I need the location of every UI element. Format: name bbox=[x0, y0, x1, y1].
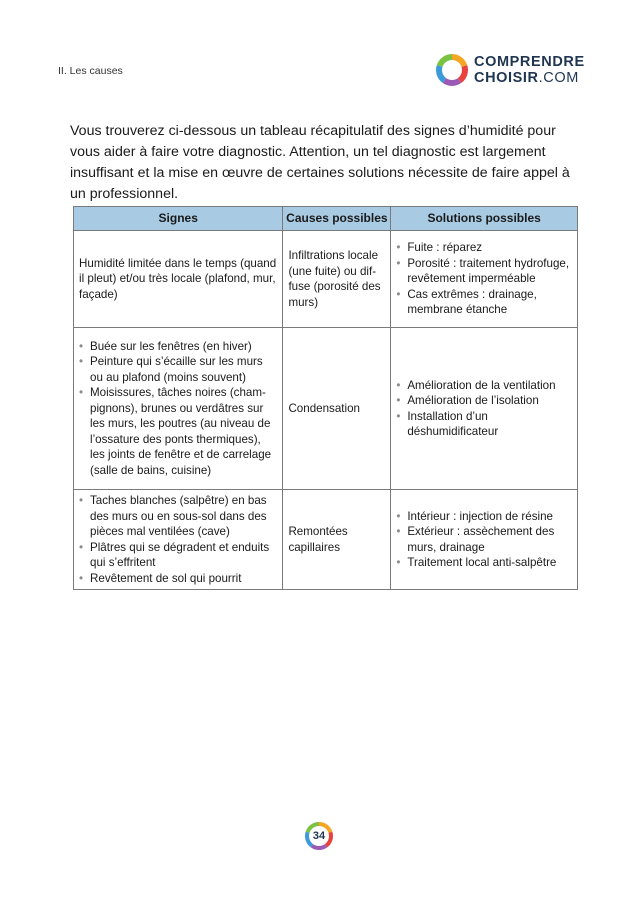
list-item: • Installation d’un déshumidificateur bbox=[396, 409, 572, 440]
page-number-label: 34 bbox=[312, 830, 326, 842]
list-item: • Taches blanches (salpêtre) en bas des murs ou en sous-sol dans des pièces mal ventilées (cave) bbox=[79, 493, 277, 540]
intro-paragraph: Vous trouverez ci-dessous un tableau récapitulatif des signes d’humidité pour vous aider à faire votre diagnostic. Attention, un tel diagnostic est largement insuffisant et la mise en œuvre de certaines solutions nécessite de faire appel à un professionnel. bbox=[70, 123, 570, 202]
causes-cell: Condensation bbox=[283, 328, 391, 490]
table-row bbox=[74, 231, 578, 328]
list-item: • Revêtement de sol qui pourrit bbox=[79, 571, 277, 587]
logo-suffix: .COM bbox=[538, 70, 579, 86]
column-header-signes: Signes bbox=[74, 207, 283, 231]
logo-ring-icon bbox=[436, 54, 468, 86]
signes-cell bbox=[74, 490, 283, 590]
causes-cell: Infiltrations locale (une fuite) ou dif-fuse (porosité des murs) bbox=[283, 231, 391, 328]
solutions-cell bbox=[391, 231, 578, 328]
logo-line-2: CHOISIR bbox=[474, 70, 539, 86]
list-item: • Plâtres qui se dégradent et enduits qui s’effritent bbox=[79, 540, 277, 571]
list-item: • Extérieur : assèchement des murs, drainage bbox=[396, 524, 572, 555]
list-item: • Porosité : traitement hydrofuge, revêtement imperméable bbox=[396, 256, 572, 287]
signes-cell: Humidité limitée dans le temps (quand il pleut) et/ou très locale (plafond, mur, façade) bbox=[74, 231, 283, 328]
column-header-causes: Causes possibles bbox=[283, 207, 391, 231]
list-item: • Traitement local anti-salpêtre bbox=[396, 555, 572, 571]
solutions-cell bbox=[391, 328, 578, 490]
causes-cell: Remontées capillaires bbox=[283, 490, 391, 590]
list-item: • Moisissures, tâches noires (cham-pignons), brunes ou verdâtres sur les murs, les poutres (au niveau de l’ossature des ponts thermiques), les joints de fenêtre et de carrelage (salle de bains, cuisine) bbox=[79, 385, 277, 478]
site-logo bbox=[436, 53, 585, 89]
table-row bbox=[74, 490, 578, 590]
list-item: • Amélioration de l’isolation bbox=[396, 393, 572, 409]
signes-cell bbox=[74, 328, 283, 490]
list-item: • Cas extrêmes : drainage, membrane étanche bbox=[396, 287, 572, 318]
list-item: • Amélioration de la ventilation bbox=[396, 378, 572, 394]
page-number bbox=[305, 822, 333, 850]
list-item: • Buée sur les fenêtres (en hiver) bbox=[79, 339, 277, 355]
list-item: • Intérieur : injection de résine bbox=[396, 509, 572, 525]
table-row bbox=[74, 328, 578, 490]
table-header-row bbox=[74, 207, 578, 231]
column-header-solutions: Solutions possibles bbox=[391, 207, 578, 231]
logo-line-1: COMPRENDRE bbox=[474, 54, 585, 70]
list-item: • Fuite : réparez bbox=[396, 240, 572, 256]
section-title: II. Les causes bbox=[58, 65, 123, 77]
solutions-cell bbox=[391, 490, 578, 590]
humidity-table bbox=[73, 206, 578, 590]
list-item: • Peinture qui s’écaille sur les murs ou au plafond (moins souvent) bbox=[79, 354, 277, 385]
